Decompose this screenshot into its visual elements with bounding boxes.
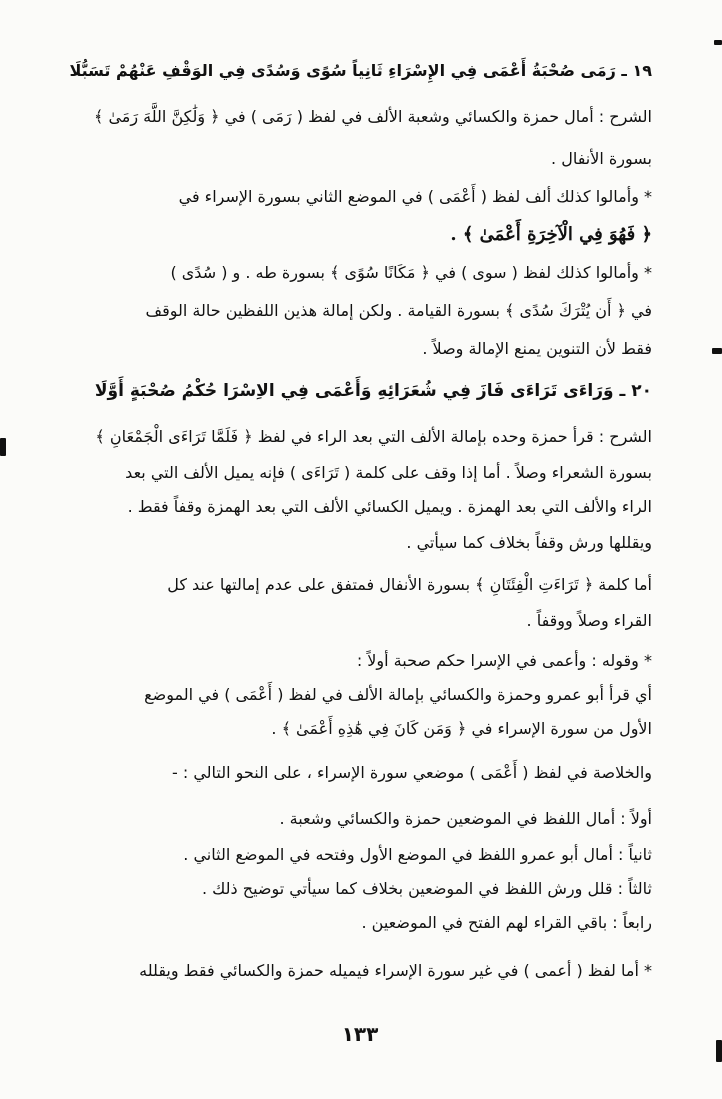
verse-19: ١٩ ـ رَمَى صُحْبَةُ أَعْمَى فِي الإِسْرَاءِ ثَانِياً سُوًى وَسُدًى فِي الوَقْفِ عَنْهُمْ تَسَبُّلَا bbox=[69, 61, 652, 80]
summary-intro: والخلاصة في لفظ ( أَعْمَى ) موضعي سورة الإسراء ، على النحو التالي : - bbox=[171, 763, 652, 782]
summary-item-1: أولاً : أمال اللفظ في الموضعين حمزة والكسائي وشعبة . bbox=[279, 809, 652, 828]
bullet-paragraph: * وقوله : وأعمى في الإسرا حكم صحبة أولاً : bbox=[356, 651, 652, 670]
bullet-paragraph: * وأمالوا كذلك ألف لفظ ( أَعْمَى ) في الموضع الثاني بسورة الإسراء في bbox=[178, 187, 652, 206]
paragraph-line: أما كلمة ﴿ تَرَاءَتِ الْفِئَتَانِ ﴾ بسورة الأنفال فمتفق على عدم إمالتها عند كل bbox=[167, 575, 652, 594]
bullet-paragraph: * أما لفظ ( أعمى ) في غير سورة الإسراء فيميله حمزة والكسائي فقط ويقلله bbox=[139, 961, 652, 980]
commentary-line: الشرح : قرأ حمزة وحده بإمالة الألف التي بعد الراء في لفظ ﴿ فَلَمَّا تَرَاءَى الْجَمْعَانِ ﴾ bbox=[95, 427, 652, 446]
paragraph-line: أي قرأ أبو عمرو وحمزة والكسائي بإمالة الألف في لفظ ( أَعْمَى ) في الموضع bbox=[144, 685, 652, 704]
summary-item-3: ثالثاً : قلل ورش اللفظ في الموضعين بخلاف كما سيأتي توضيح ذلك . bbox=[202, 879, 652, 898]
commentary-line: بسورة الشعراء وصلاً . أما إذا وقف على كلمة ( تَرَاءَى ) فإنه يميل الألف التي بعد bbox=[125, 463, 652, 482]
commentary-line: بسورة الأنفال . bbox=[551, 149, 652, 168]
summary-item-4: رابعاً : باقي القراء لهم الفتح في الموضعين . bbox=[361, 913, 652, 932]
commentary-line: ويقللها ورش وقفاً بخلاف كما سيأتي . bbox=[406, 533, 652, 552]
scan-edge-mark bbox=[716, 1040, 722, 1062]
paragraph-line: الأول من سورة الإسراء في ﴿ وَمَن كَانَ فِي هَٰذِهِ أَعْمَىٰ ﴾ . bbox=[271, 719, 652, 738]
scan-edge-mark bbox=[712, 348, 722, 354]
commentary-line: فقط لأن التنوين يمنع الإمالة وصلاً . bbox=[422, 339, 652, 358]
scan-edge-mark bbox=[0, 438, 6, 456]
quran-quote-line: ﴿ فَهُوَ فِي الْآخِرَةِ أَعْمَىٰ ﴾ . bbox=[450, 224, 652, 245]
commentary-line: الشرح : أمال حمزة والكسائي وشعبة الألف في لفظ ( رَمَى ) في ﴿ وَلَٰكِنَّ اللَّهَ رَمَىٰ ﴾ bbox=[94, 107, 652, 126]
commentary-line: الراء والألف التي بعد الهمزة . ويميل الكسائي الألف التي بعد الهمزة وقفاً فقط . bbox=[127, 497, 652, 516]
verse-20: ٢٠ ـ وَرَاءَى تَرَاءَى فَازَ فِي شُعَرَائِهِ وَأَعْمَى فِي الاِسْرَا حُكْمُ صُحْبَةٍ أَوَّلَا bbox=[94, 381, 652, 401]
scan-edge-mark bbox=[714, 40, 722, 45]
summary-item-2: ثانياً : أمال أبو عمرو اللفظ في الموضع الأول وفتحه في الموضع الثاني . bbox=[183, 845, 652, 864]
bullet-paragraph: * وأمالوا كذلك لفظ ( سوى ) في ﴿ مَكَانًا سُوًى ﴾ بسورة طه . و ( سُدًى ) bbox=[170, 263, 652, 282]
commentary-line: في ﴿ أَن يُتْرَكَ سُدًى ﴾ بسورة القيامة . ولكن إمالة هذين اللفظين حالة الوقف bbox=[145, 301, 652, 320]
page-number: ١٣٣ bbox=[341, 1022, 379, 1046]
paragraph-line: القراء وصلاً ووقفاً . bbox=[526, 611, 652, 630]
